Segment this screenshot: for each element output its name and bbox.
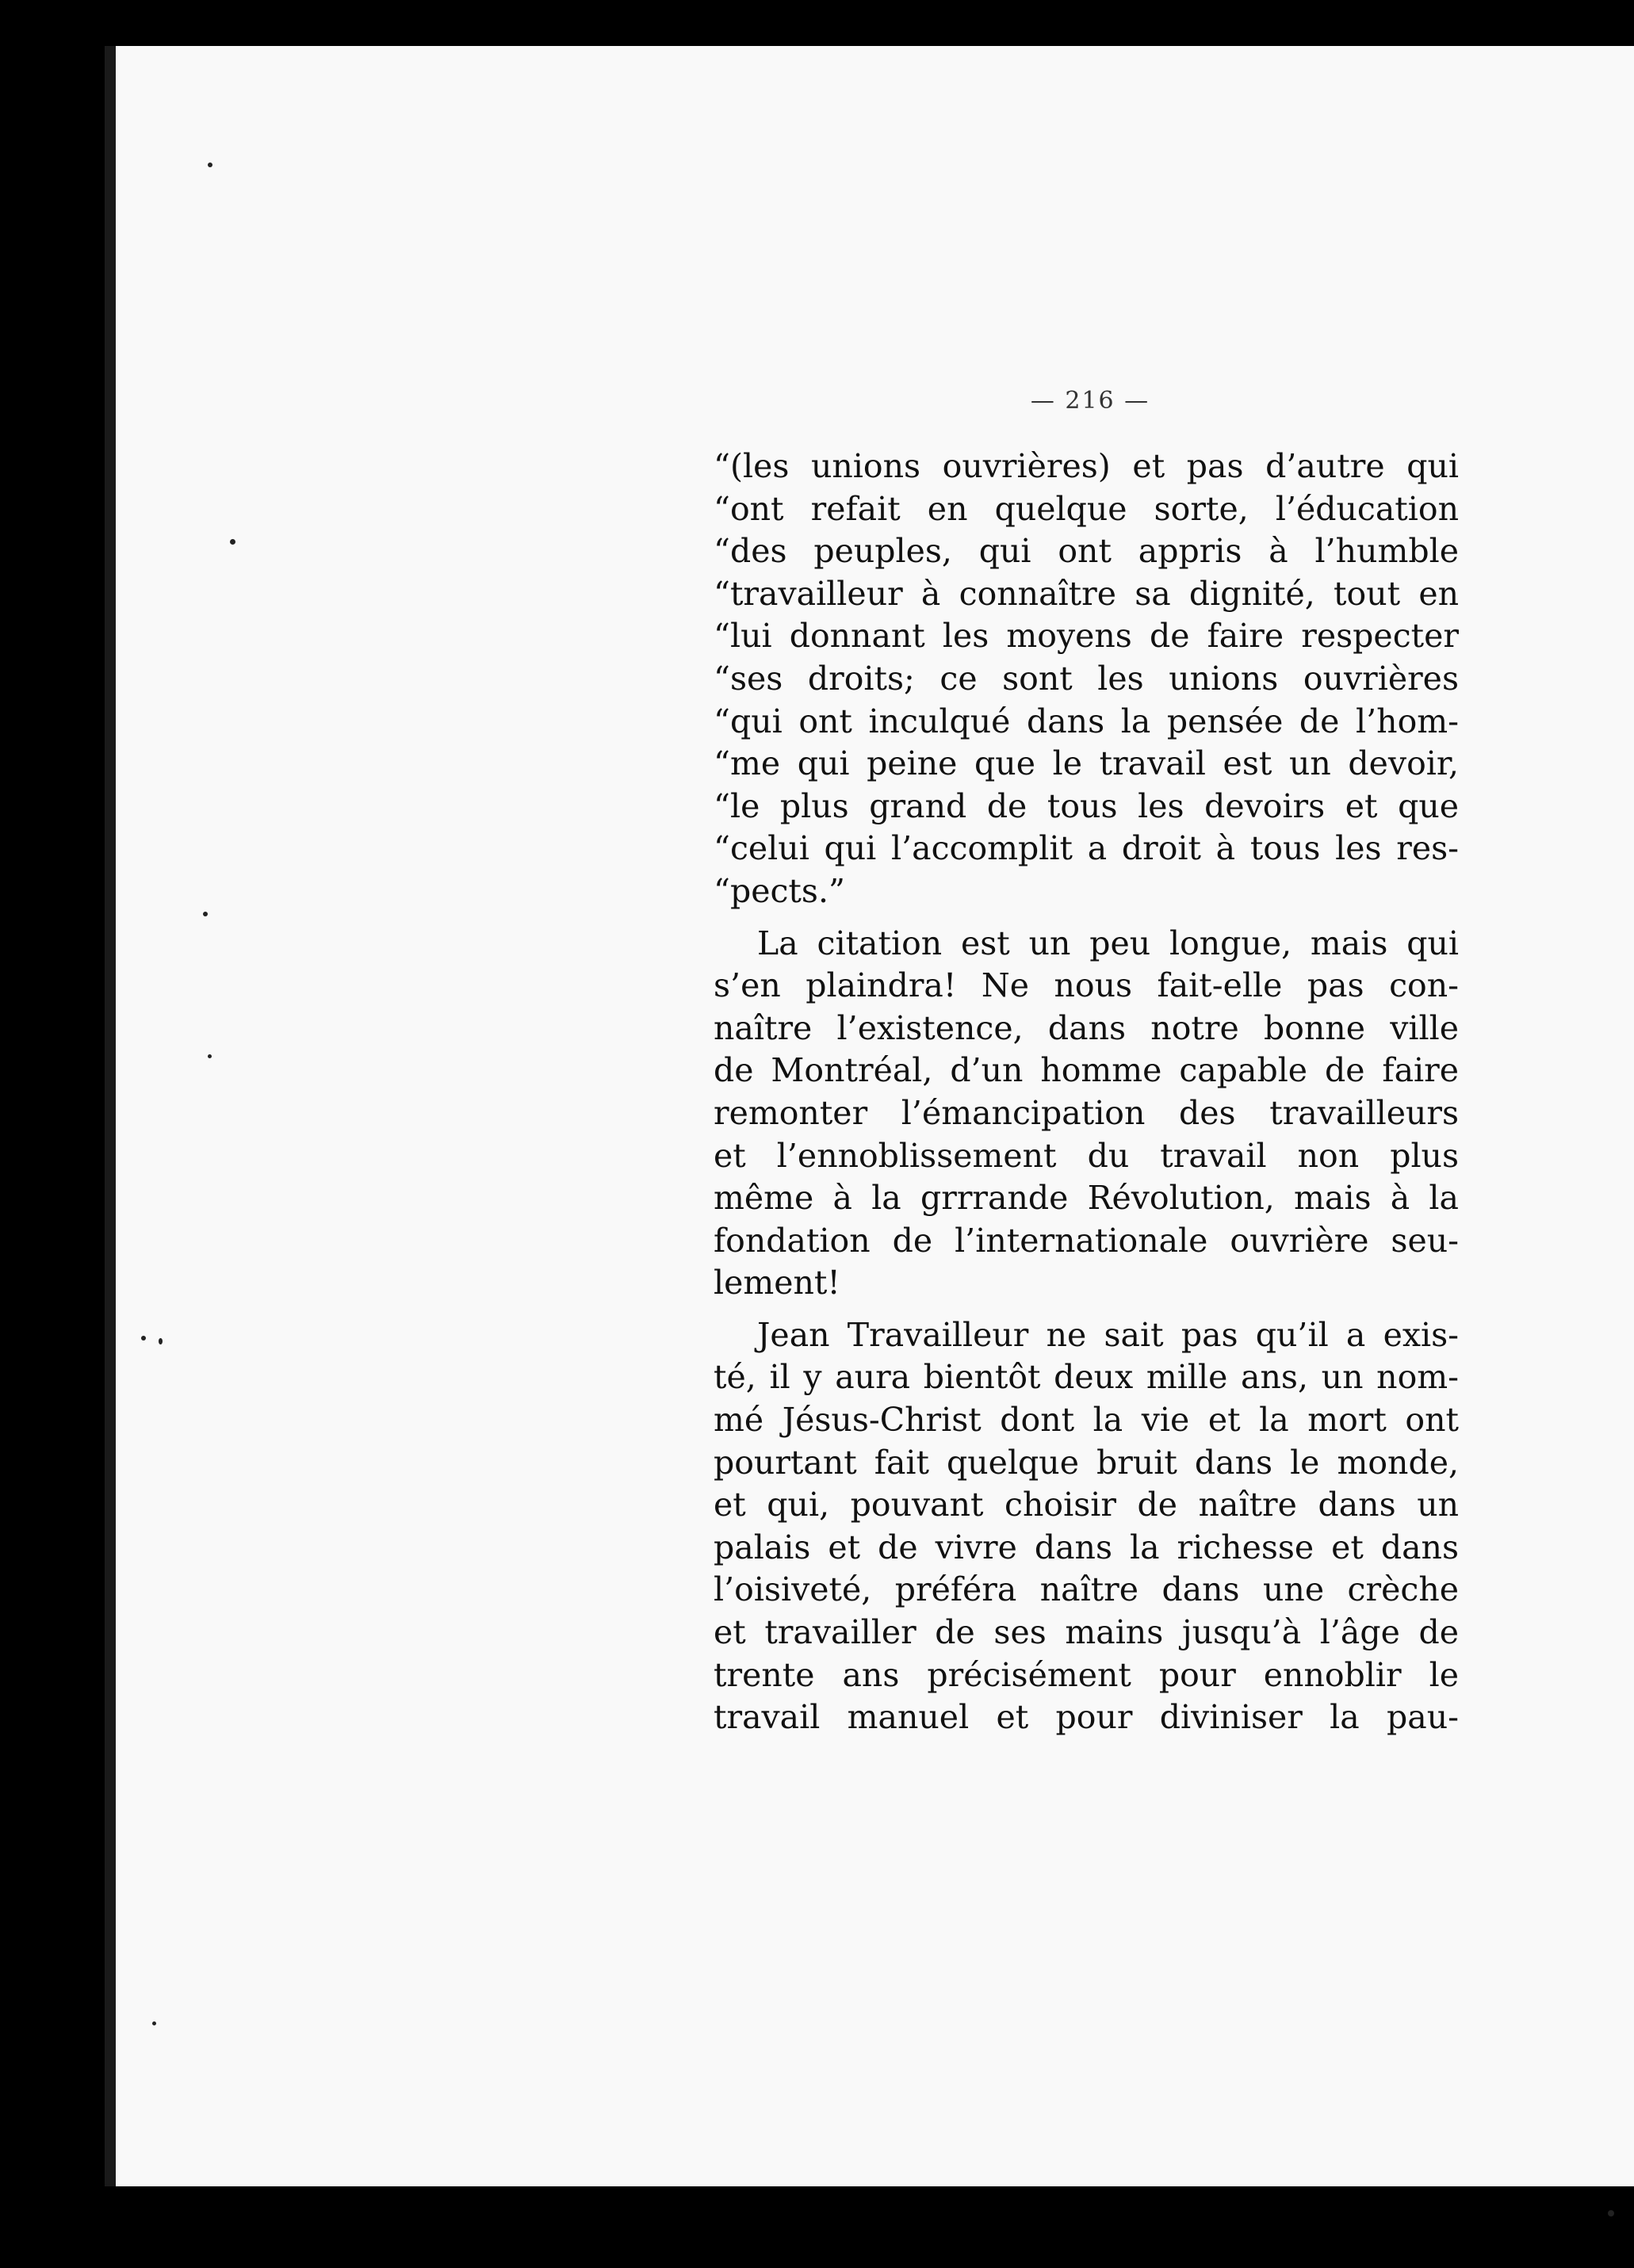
scan-speck	[159, 1338, 163, 1344]
text-line: fondation de l’internationale ouvrière seu-	[714, 1221, 1459, 1260]
text-line: “celui qui l’accomplit a droit à tous les res-	[714, 829, 1459, 868]
text-line: “des peuples, qui ont appris à l’humble	[714, 532, 1459, 571]
text-line: mé Jésus-Christ dont la vie et la mort ont	[714, 1401, 1459, 1440]
scan-speck	[203, 912, 208, 916]
text-line: s’en plaindra! Ne nous fait-elle pas con-	[714, 966, 1459, 1005]
text-line: La citation est un peu longue, mais qui	[757, 924, 1459, 962]
text-line: et qui, pouvant choisir de naître dans un	[714, 1486, 1459, 1524]
text-line: “ses droits; ce sont les unions ouvrières	[714, 659, 1459, 698]
page-number: — 216 —	[1030, 387, 1150, 415]
text-line: et travailler de ses mains jusqu’à l’âge de	[714, 1613, 1459, 1652]
body-text	[714, 446, 1459, 1739]
text-line: naître l’existence, dans notre bonne ville	[714, 1008, 1459, 1047]
text-line: “(les unions ouvrières) et pas d’autre qui	[714, 447, 1459, 485]
text-line: et l’ennoblissement du travail non plus	[714, 1136, 1459, 1175]
text-line: remonter l’émancipation des travailleurs	[714, 1093, 1459, 1132]
scan-speck	[230, 539, 235, 545]
page-binding-edge	[105, 46, 116, 2186]
scan-speck	[208, 163, 212, 167]
text-line: “travailleur à connaître sa dignité, tout en	[714, 574, 1459, 613]
scan-speck	[152, 2021, 156, 2025]
scan-speck	[208, 1054, 212, 1058]
text-line: “lui donnant les moyens de faire respecter	[714, 617, 1459, 656]
paragraph-jean-travailleur	[714, 1314, 1459, 1739]
text-line: trente ans précisément pour ennoblir le	[714, 1655, 1459, 1694]
text-line: “me qui peine que le travail est un devoir,	[714, 744, 1459, 783]
text-line: travail manuel et pour diviniser la pau-	[714, 1698, 1459, 1737]
paragraph-quote	[714, 446, 1459, 913]
text-line: l’oisiveté, préféra naître dans une crèche	[714, 1570, 1459, 1609]
text-line: “qui ont inculqué dans la pensée de l’hom-	[714, 702, 1459, 740]
text-line: palais et de vivre dans la richesse et dans	[714, 1528, 1459, 1566]
scan-speck	[1608, 2210, 1614, 2216]
text-line: té, il y aura bientôt deux mille ans, un nom-	[714, 1358, 1459, 1397]
text-line: pourtant fait quelque bruit dans le monde,	[714, 1443, 1459, 1482]
text-line: Jean Travailleur ne sait pas qu’il a exis-	[757, 1315, 1459, 1354]
text-line: “le plus grand de tous les devoirs et que	[714, 786, 1459, 825]
paragraph-citation	[714, 923, 1459, 1305]
text-line: “ont refait en quelque sorte, l’éducation	[714, 489, 1459, 528]
text-line: “pects.”	[714, 871, 845, 910]
scan-speck	[141, 1336, 146, 1341]
text-line: même à la grrrande Révolution, mais à la	[714, 1179, 1459, 1218]
text-line: de Montréal, d’un homme capable de faire	[714, 1051, 1459, 1090]
text-line: lement!	[714, 1264, 840, 1302]
